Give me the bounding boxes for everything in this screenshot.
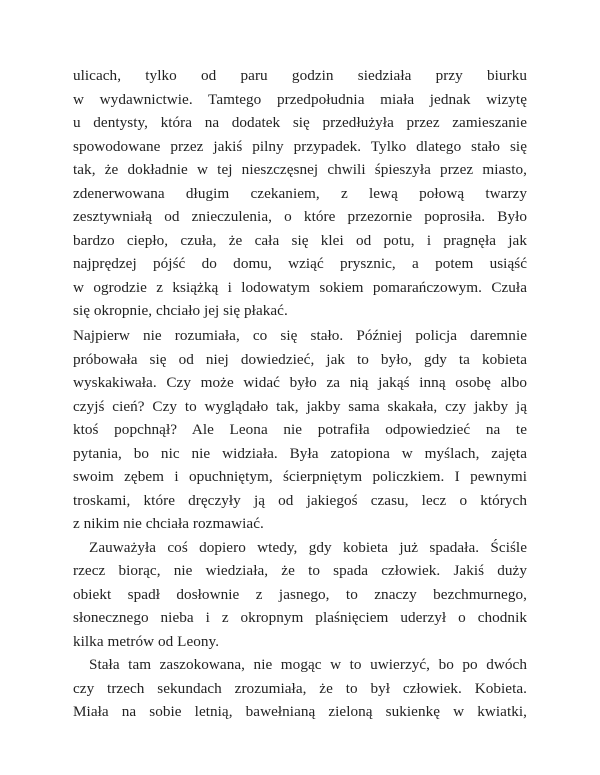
- text-line: czyjś cień? Czy to wyglądało tak, jakby sama skakała, czy jakby ją: [73, 397, 527, 415]
- text-line: Najpierw nie rozumiała, co się stało. Później policja daremnie: [73, 327, 527, 344]
- text-line: zesztywniałą od znieczulenia, o które przezornie poprosiła. Było: [73, 208, 527, 225]
- text-line: Zauważyła coś dopiero wtedy, gdy kobieta już spadała. Ściśle: [89, 538, 527, 556]
- text-line: się okropnie, chciało jej się płakać.: [73, 302, 288, 319]
- text-line: próbowała się od niej dowiedzieć, jak to było, gdy ta kobieta: [73, 350, 527, 368]
- text-line: ulicach, tylko od paru godzin siedziała przy biurku: [73, 67, 527, 84]
- text-line: swoim zębem i opuchniętym, ścierpniętym policzkiem. I pewnymi: [73, 468, 527, 485]
- text-line: czy trzech sekundach zrozumiała, że to był człowiek. Kobieta.: [73, 679, 527, 697]
- text-line: spowodowane przez jakiś pilny przypadek. Tylko dlatego stało się: [73, 137, 527, 155]
- text-line: obiekt spadł dosłownie z jasnego, to znaczy bezchmurnego,: [73, 585, 527, 603]
- text-line: tak, że dokładnie w tej nieszczęsnej chwili śpieszyła przez miasto,: [73, 161, 527, 178]
- paragraph-3: [73, 536, 527, 654]
- text-line: u dentysty, która na dodatek się przedłużyła przez zamieszanie: [73, 114, 527, 131]
- text-line: kilka metrów od Leony.: [73, 632, 220, 650]
- text-line: pytania, bo nic nie widziała. Była zatopiona w myślach, zajęta: [73, 444, 527, 462]
- text-line: z nikim nie chciała rozmawiać.: [73, 515, 264, 532]
- text-line: bardzo ciepło, czuła, że cała się klei od potu, i pragnęła jak: [73, 231, 527, 249]
- text-line: ktoś popchnął? Ale Leona nie potrafiła odpowiedzieć na te: [73, 421, 527, 438]
- text-line: wyskakiwała. Czy może widać było za nią jakąś inną osobę albo: [73, 374, 527, 391]
- paragraph-4: [73, 653, 527, 724]
- text-line: Stała tam zaszokowana, nie mogąc w to uwierzyć, bo po dwóch: [89, 656, 527, 673]
- text-line: w ogrodzie z książką i lodowatym sokiem pomarańczowym. Czuła: [73, 278, 527, 296]
- paragraph-1: [73, 64, 527, 323]
- text-line: rzecz biorąc, nie wiedziała, że to spada człowiek. Jakiś duży: [73, 562, 527, 579]
- text-line: w wydawnictwie. Tamtego przedpołudnia miała jednak wizytę: [73, 90, 527, 108]
- text-block-top: [73, 64, 527, 323]
- text-line: słonecznego nieba i z okropnym plaśnięciem uderzył o chodnik: [73, 609, 527, 626]
- text-block-bottom: [73, 324, 527, 724]
- paragraph-2: [73, 324, 527, 536]
- text-line: zdenerwowana długim czekaniem, z lewą połową twarzy: [73, 184, 527, 202]
- text-line: Miała na sobie letnią, bawełnianą zieloną sukienkę w kwiatki,: [73, 703, 527, 720]
- text-line: troskami, które dręczyły ją od jakiegoś czasu, lecz o których: [73, 491, 527, 509]
- text-line: najprędzej pójść do domu, wziąć prysznic, a potem usiąść: [73, 255, 527, 272]
